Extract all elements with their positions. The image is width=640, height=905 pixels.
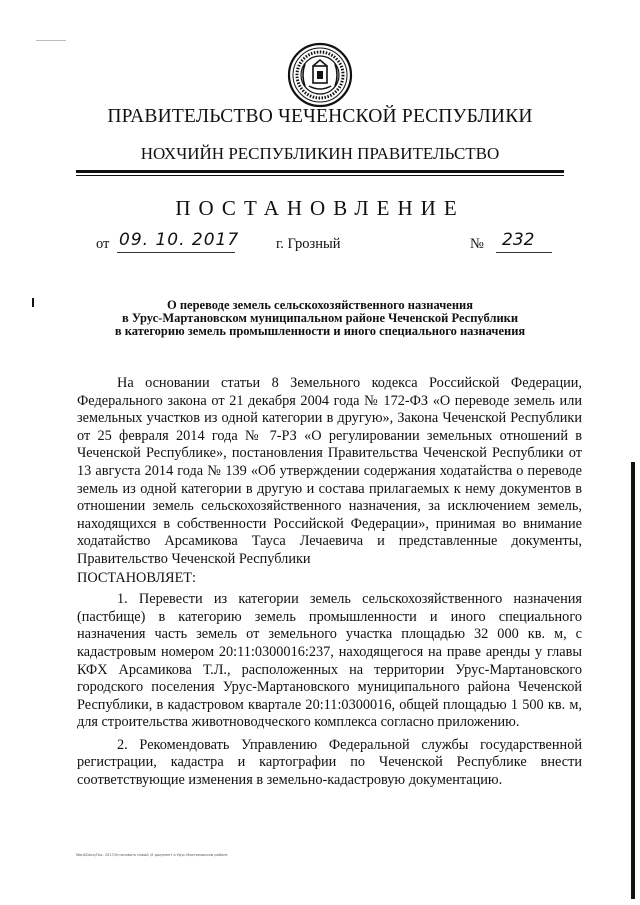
- subject-line-2: в Урус-Мартановском муниципальном районе Чеченской Республики: [121, 311, 519, 325]
- scan-edge-bar: [631, 462, 635, 899]
- file-reference: Word\Docs\Пос. 2017\Установить новый \Х документ о Урус-Мартановском районе: [76, 853, 228, 857]
- resolution-item-1: 1. Перевести из категории земель сельскохозяйственного назначения (пастбище) в категорию земель промышленности и иного специального назначения часть земель от земельного участка площадью 32 000 кв. м, с кадастровым номером 20:11:0300016:237, находящегося на праве аренды у главы КФХ Арсамикова Т.Л., расположенных на территории Урус-Мартановского городского поселения Урус-Мартановского муниципального района Чеченской Республики, в кадастровом квартале 20:11:0300016, общей площадью 1 500 кв. м, для строительства животноводческого комплекса согласно приложению.: [77, 591, 582, 731]
- document-body: [77, 375, 582, 795]
- government-title-chechen: НОХЧИЙН РЕСПУБЛИКИН ПРАВИТЕЛЬСТВО: [140, 144, 500, 163]
- preamble-paragraph: На основании статьи 8 Земельного кодекса Российской Федерации, Федерального закона от 21 декабря 2004 года № 172-ФЗ «О переводе земель или земельных участков из одной категории в другую», Закона Чеченской Республики от 25 февраля 2014 года № 7-РЗ «О регулировании земельных отношений в Чеченской Республике», постановления Правительства Чеченской Республики от 13 августа 2014 года № 139 «Об утверждении содержания ходатайства о переводе земель из одной категории в другую и состава прилагаемых к нему документов в отношении земель сельскохозяйственного назначения, за исключением земель, находящихся в собственности Российской Федерации», принимая во внимание ходатайство Арсамикова Тауса Лечаевича и представленные документы, Правительство Чеченской Республики: [77, 375, 582, 567]
- document-subject: [60, 299, 580, 338]
- coat-of-arms-icon: [287, 42, 353, 108]
- number-value-handwritten: 232: [502, 230, 535, 250]
- city: г. Грозный: [276, 236, 341, 252]
- header-rule-thick: [76, 170, 564, 173]
- government-title: ПРАВИТЕЛЬСТВО ЧЕЧЕНСКОЙ РЕСПУБЛИКИ: [107, 106, 533, 127]
- date-underline: [117, 252, 235, 253]
- header-rule-thin: [76, 175, 564, 176]
- scan-artifact: [36, 40, 66, 41]
- number-underline: [496, 252, 552, 253]
- date-label: от: [96, 236, 110, 252]
- document-type: ПОСТАНОВЛЕНИЕ: [175, 196, 465, 220]
- date-value-handwritten: 09. 10. 2017: [119, 230, 240, 250]
- subject-line-1: О переводе земель сельскохозяйственного назначения: [166, 298, 473, 312]
- number-label: №: [470, 236, 484, 252]
- subject-line-3: в категорию земель промышленности и иного специального назначения: [114, 324, 526, 338]
- resolves-heading: ПОСТАНОВЛЯЕТ:: [77, 569, 197, 586]
- resolution-item-2: 2. Рекомендовать Управлению Федеральной службы государственной регистрации, кадастра и картографии по Чеченской Республике внести соответствующие изменения в земельно-кадастровую документацию.: [77, 736, 582, 789]
- margin-mark: [32, 298, 34, 307]
